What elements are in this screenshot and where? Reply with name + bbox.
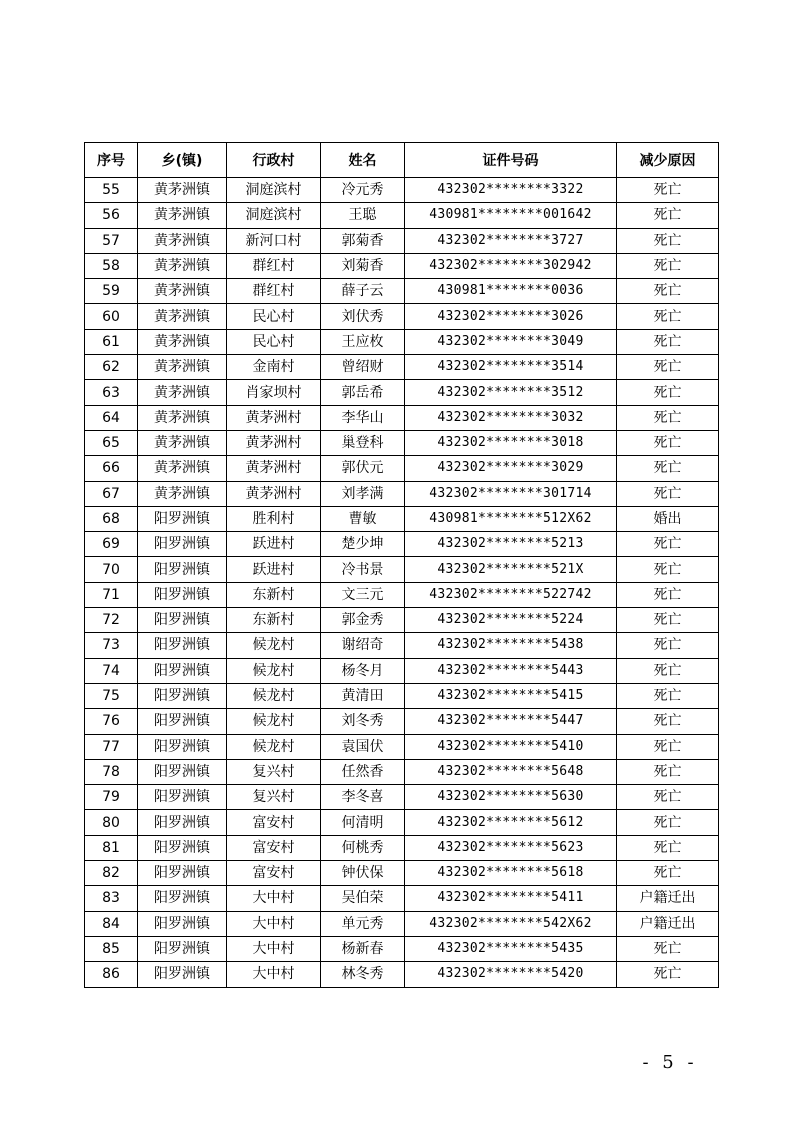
cell-id-number: 432302********3512	[405, 380, 617, 405]
cell-id-number: 432302********5612	[405, 810, 617, 835]
cell-village: 民心村	[227, 304, 321, 329]
cell-township: 黄茅洲镇	[138, 304, 227, 329]
cell-reason: 死亡	[617, 279, 719, 304]
cell-township: 黄茅洲镇	[138, 279, 227, 304]
cell-township: 阳罗洲镇	[138, 886, 227, 911]
cell-reason: 死亡	[617, 683, 719, 708]
cell-reason: 死亡	[617, 532, 719, 557]
cell-reason: 死亡	[617, 582, 719, 607]
cell-name: 郭菊香	[321, 228, 405, 253]
cell-village: 候龙村	[227, 633, 321, 658]
cell-name: 楚少坤	[321, 532, 405, 557]
cell-village: 黄茅洲村	[227, 456, 321, 481]
table-row	[85, 279, 719, 304]
table-row	[85, 304, 719, 329]
cell-index: 59	[85, 279, 138, 304]
cell-township: 黄茅洲镇	[138, 228, 227, 253]
table-row	[85, 861, 719, 886]
cell-id-number: 432302********5443	[405, 658, 617, 683]
cell-township: 黄茅洲镇	[138, 430, 227, 455]
cell-id-number: 432302********302942	[405, 253, 617, 278]
cell-reason: 户籍迁出	[617, 911, 719, 936]
table-row	[85, 253, 719, 278]
cell-township: 阳罗洲镇	[138, 658, 227, 683]
header-id-number: 证件号码	[405, 143, 617, 178]
table-row	[85, 608, 719, 633]
cell-index: 79	[85, 785, 138, 810]
cell-name: 单元秀	[321, 911, 405, 936]
table-row	[85, 178, 719, 203]
cell-index: 61	[85, 329, 138, 354]
cell-name: 刘伏秀	[321, 304, 405, 329]
cell-index: 76	[85, 709, 138, 734]
cell-reason: 死亡	[617, 608, 719, 633]
cell-name: 钟伏保	[321, 861, 405, 886]
cell-name: 王聪	[321, 203, 405, 228]
table-row	[85, 380, 719, 405]
cell-village: 黄茅洲村	[227, 430, 321, 455]
table-row	[85, 911, 719, 936]
cell-village: 洞庭滨村	[227, 178, 321, 203]
cell-index: 73	[85, 633, 138, 658]
table-row	[85, 557, 719, 582]
header-reason: 减少原因	[617, 143, 719, 178]
table-row	[85, 506, 719, 531]
header-row	[85, 143, 719, 178]
table-row	[85, 355, 719, 380]
cell-village: 肖家坝村	[227, 380, 321, 405]
cell-index: 78	[85, 759, 138, 784]
cell-id-number: 432302********3026	[405, 304, 617, 329]
cell-name: 杨新春	[321, 936, 405, 961]
cell-index: 71	[85, 582, 138, 607]
cell-village: 群红村	[227, 279, 321, 304]
cell-index: 72	[85, 608, 138, 633]
cell-village: 跃进村	[227, 532, 321, 557]
cell-village: 复兴村	[227, 759, 321, 784]
cell-reason: 死亡	[617, 810, 719, 835]
table-row	[85, 430, 719, 455]
cell-township: 阳罗洲镇	[138, 633, 227, 658]
cell-name: 袁国伏	[321, 734, 405, 759]
cell-index: 65	[85, 430, 138, 455]
cell-name: 文三元	[321, 582, 405, 607]
table-row	[85, 962, 719, 987]
cell-village: 黄茅洲村	[227, 481, 321, 506]
cell-index: 82	[85, 861, 138, 886]
table-row	[85, 734, 719, 759]
header-index: 序号	[85, 143, 138, 178]
cell-reason: 死亡	[617, 658, 719, 683]
cell-village: 跃进村	[227, 557, 321, 582]
cell-village: 新河口村	[227, 228, 321, 253]
header-township: 乡(镇)	[138, 143, 227, 178]
cell-id-number: 430981********512X62	[405, 506, 617, 531]
table-row	[85, 810, 719, 835]
cell-index: 64	[85, 405, 138, 430]
cell-reason: 死亡	[617, 936, 719, 961]
cell-name: 郭岳希	[321, 380, 405, 405]
cell-id-number: 432302********3514	[405, 355, 617, 380]
cell-index: 85	[85, 936, 138, 961]
cell-township: 阳罗洲镇	[138, 683, 227, 708]
cell-index: 68	[85, 506, 138, 531]
cell-reason: 死亡	[617, 355, 719, 380]
cell-township: 阳罗洲镇	[138, 911, 227, 936]
cell-name: 吴伯荣	[321, 886, 405, 911]
cell-id-number: 432302********5213	[405, 532, 617, 557]
cell-name: 曹敏	[321, 506, 405, 531]
table-row	[85, 785, 719, 810]
cell-township: 阳罗洲镇	[138, 608, 227, 633]
cell-id-number: 432302********5435	[405, 936, 617, 961]
cell-name: 李华山	[321, 405, 405, 430]
cell-id-number: 432302********3032	[405, 405, 617, 430]
cell-township: 阳罗洲镇	[138, 557, 227, 582]
cell-village: 大中村	[227, 936, 321, 961]
cell-name: 巢登科	[321, 430, 405, 455]
cell-index: 77	[85, 734, 138, 759]
cell-index: 70	[85, 557, 138, 582]
cell-id-number: 432302********3029	[405, 456, 617, 481]
cell-reason: 死亡	[617, 734, 719, 759]
cell-name: 谢绍奇	[321, 633, 405, 658]
cell-village: 东新村	[227, 582, 321, 607]
cell-name: 刘菊香	[321, 253, 405, 278]
cell-township: 黄茅洲镇	[138, 178, 227, 203]
cell-id-number: 432302********5618	[405, 861, 617, 886]
cell-reason: 户籍迁出	[617, 886, 719, 911]
table-row	[85, 835, 719, 860]
cell-village: 洞庭滨村	[227, 203, 321, 228]
cell-index: 62	[85, 355, 138, 380]
cell-index: 81	[85, 835, 138, 860]
cell-reason: 死亡	[617, 430, 719, 455]
cell-id-number: 432302********5438	[405, 633, 617, 658]
cell-id-number: 432302********3727	[405, 228, 617, 253]
cell-township: 阳罗洲镇	[138, 962, 227, 987]
cell-village: 群红村	[227, 253, 321, 278]
cell-index: 66	[85, 456, 138, 481]
cell-id-number: 430981********0036	[405, 279, 617, 304]
cell-township: 黄茅洲镇	[138, 481, 227, 506]
cell-reason: 死亡	[617, 709, 719, 734]
cell-reason: 死亡	[617, 304, 719, 329]
cell-reason: 死亡	[617, 557, 719, 582]
cell-name: 李冬喜	[321, 785, 405, 810]
cell-village: 东新村	[227, 608, 321, 633]
cell-township: 阳罗洲镇	[138, 861, 227, 886]
cell-village: 黄茅洲村	[227, 405, 321, 430]
cell-township: 阳罗洲镇	[138, 810, 227, 835]
cell-id-number: 432302********5420	[405, 962, 617, 987]
cell-township: 阳罗洲镇	[138, 506, 227, 531]
cell-index: 86	[85, 962, 138, 987]
cell-reason: 死亡	[617, 861, 719, 886]
cell-township: 阳罗洲镇	[138, 709, 227, 734]
cell-id-number: 430981********001642	[405, 203, 617, 228]
cell-name: 刘冬秀	[321, 709, 405, 734]
table-header	[85, 143, 719, 178]
cell-reason: 死亡	[617, 633, 719, 658]
cell-index: 83	[85, 886, 138, 911]
cell-reason: 死亡	[617, 785, 719, 810]
table-body	[85, 178, 719, 988]
cell-id-number: 432302********5630	[405, 785, 617, 810]
cell-township: 黄茅洲镇	[138, 355, 227, 380]
cell-name: 林冬秀	[321, 962, 405, 987]
cell-index: 75	[85, 683, 138, 708]
table-row	[85, 203, 719, 228]
cell-name: 郭金秀	[321, 608, 405, 633]
cell-reason: 死亡	[617, 835, 719, 860]
cell-name: 杨冬月	[321, 658, 405, 683]
cell-township: 黄茅洲镇	[138, 405, 227, 430]
cell-village: 胜利村	[227, 506, 321, 531]
table-row	[85, 582, 719, 607]
cell-name: 何桃秀	[321, 835, 405, 860]
cell-reason: 死亡	[617, 178, 719, 203]
cell-name: 刘孝满	[321, 481, 405, 506]
cell-township: 黄茅洲镇	[138, 329, 227, 354]
header-name: 姓名	[321, 143, 405, 178]
cell-reason: 死亡	[617, 203, 719, 228]
cell-reason: 死亡	[617, 253, 719, 278]
cell-index: 63	[85, 380, 138, 405]
cell-id-number: 432302********5623	[405, 835, 617, 860]
cell-township: 阳罗洲镇	[138, 759, 227, 784]
table-row	[85, 405, 719, 430]
cell-village: 金南村	[227, 355, 321, 380]
cell-id-number: 432302********5224	[405, 608, 617, 633]
cell-id-number: 432302********5411	[405, 886, 617, 911]
cell-id-number: 432302********521X	[405, 557, 617, 582]
cell-village: 候龙村	[227, 734, 321, 759]
cell-name: 郭伏元	[321, 456, 405, 481]
cell-village: 富安村	[227, 810, 321, 835]
cell-name: 冷元秀	[321, 178, 405, 203]
cell-id-number: 432302********522742	[405, 582, 617, 607]
cell-village: 民心村	[227, 329, 321, 354]
cell-id-number: 432302********5447	[405, 709, 617, 734]
cell-township: 黄茅洲镇	[138, 380, 227, 405]
cell-township: 阳罗洲镇	[138, 936, 227, 961]
cell-township: 阳罗洲镇	[138, 785, 227, 810]
cell-township: 黄茅洲镇	[138, 456, 227, 481]
header-village: 行政村	[227, 143, 321, 178]
cell-index: 74	[85, 658, 138, 683]
cell-reason: 死亡	[617, 329, 719, 354]
cell-index: 67	[85, 481, 138, 506]
cell-index: 60	[85, 304, 138, 329]
cell-township: 阳罗洲镇	[138, 835, 227, 860]
cell-name: 王应枚	[321, 329, 405, 354]
cell-township: 阳罗洲镇	[138, 532, 227, 557]
cell-reason: 死亡	[617, 228, 719, 253]
table-row	[85, 633, 719, 658]
table-row	[85, 936, 719, 961]
cell-village: 候龙村	[227, 709, 321, 734]
cell-village: 大中村	[227, 886, 321, 911]
cell-id-number: 432302********301714	[405, 481, 617, 506]
cell-village: 大中村	[227, 911, 321, 936]
table-row	[85, 481, 719, 506]
cell-id-number: 432302********3322	[405, 178, 617, 203]
cell-township: 阳罗洲镇	[138, 582, 227, 607]
table-row	[85, 532, 719, 557]
cell-name: 冷书景	[321, 557, 405, 582]
cell-township: 黄茅洲镇	[138, 203, 227, 228]
table-row	[85, 759, 719, 784]
table-row	[85, 228, 719, 253]
cell-index: 57	[85, 228, 138, 253]
cell-id-number: 432302********5410	[405, 734, 617, 759]
cell-name: 黄清田	[321, 683, 405, 708]
cell-township: 黄茅洲镇	[138, 253, 227, 278]
cell-index: 55	[85, 178, 138, 203]
cell-village: 候龙村	[227, 683, 321, 708]
cell-reason: 婚出	[617, 506, 719, 531]
cell-village: 复兴村	[227, 785, 321, 810]
cell-village: 富安村	[227, 861, 321, 886]
cell-index: 56	[85, 203, 138, 228]
cell-id-number: 432302********5648	[405, 759, 617, 784]
cell-name: 曾绍财	[321, 355, 405, 380]
cell-village: 候龙村	[227, 658, 321, 683]
page-number: - 5 -	[642, 1052, 698, 1073]
cell-reason: 死亡	[617, 456, 719, 481]
table-row	[85, 329, 719, 354]
cell-reason: 死亡	[617, 962, 719, 987]
cell-village: 富安村	[227, 835, 321, 860]
cell-index: 80	[85, 810, 138, 835]
cell-village: 大中村	[227, 962, 321, 987]
cell-reason: 死亡	[617, 405, 719, 430]
table-row	[85, 886, 719, 911]
cell-name: 任然香	[321, 759, 405, 784]
cell-id-number: 432302********5415	[405, 683, 617, 708]
cell-reason: 死亡	[617, 380, 719, 405]
cell-id-number: 432302********3049	[405, 329, 617, 354]
table-row	[85, 456, 719, 481]
table-row	[85, 709, 719, 734]
cell-index: 69	[85, 532, 138, 557]
roster-table	[84, 142, 719, 988]
cell-reason: 死亡	[617, 759, 719, 784]
table-row	[85, 683, 719, 708]
cell-id-number: 432302********542X62	[405, 911, 617, 936]
cell-index: 84	[85, 911, 138, 936]
cell-index: 58	[85, 253, 138, 278]
table-row	[85, 658, 719, 683]
cell-reason: 死亡	[617, 481, 719, 506]
cell-township: 阳罗洲镇	[138, 734, 227, 759]
cell-name: 薛子云	[321, 279, 405, 304]
cell-id-number: 432302********3018	[405, 430, 617, 455]
cell-name: 何清明	[321, 810, 405, 835]
